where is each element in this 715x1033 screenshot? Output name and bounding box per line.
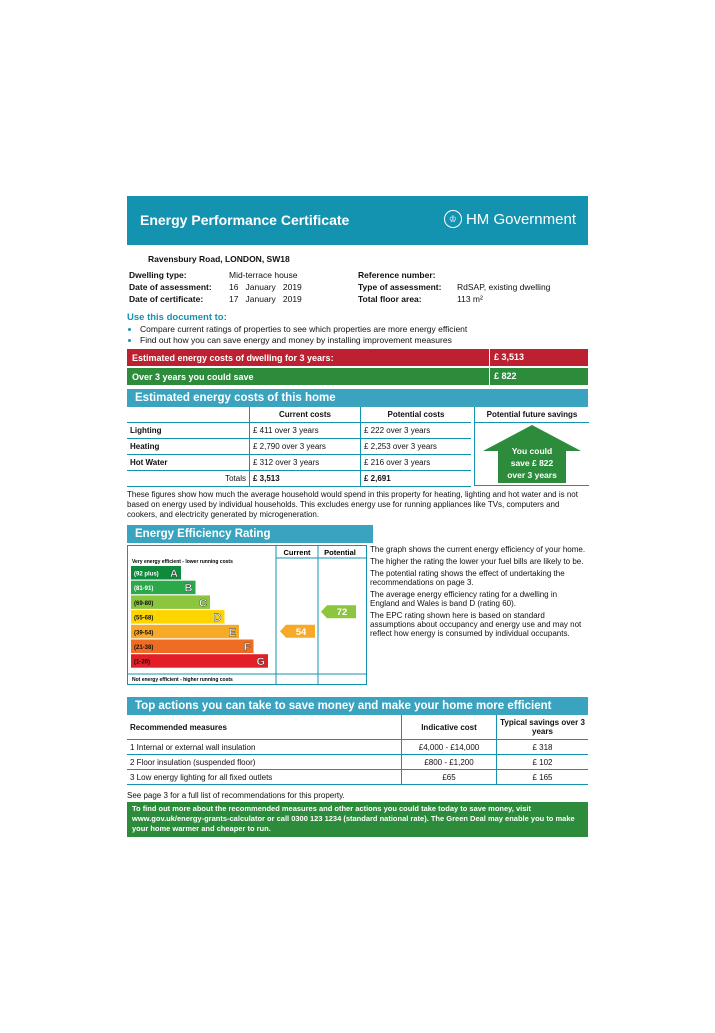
current-rating-value: 54 xyxy=(295,626,307,638)
use-item: • Find out how you can save energy and money by installing improvement measures xyxy=(140,335,588,346)
band-letter: C xyxy=(199,597,207,610)
rating-explanation xyxy=(370,545,588,641)
see-page-note: See page 3 for a full list of recommendations for this property. xyxy=(127,791,345,800)
rating-section-title: Energy Efficiency Rating xyxy=(135,528,271,540)
rating-text: The higher the rating the lower your fuel bills are likely to be. xyxy=(370,557,584,566)
band-letter: B xyxy=(184,582,193,595)
measure-name: 3 Low energy lighting for all fixed outlets xyxy=(127,770,402,785)
arrow-line-3: over 3 years xyxy=(507,470,557,480)
table-row xyxy=(127,455,471,471)
table-row xyxy=(127,740,588,755)
arrow-line-2: save £ 822 xyxy=(510,458,554,468)
band-range-label: (39-54) xyxy=(134,630,154,637)
page-title: Energy Performance Certificate xyxy=(140,212,350,228)
floor-area-label: Total floor area: xyxy=(358,294,422,304)
costs-area xyxy=(127,407,588,487)
band-range-label: (92 plus) xyxy=(134,571,159,578)
rating-chart xyxy=(127,545,367,685)
potential-rating-value: 72 xyxy=(336,607,348,619)
cost-potential: £ 2,253 over 3 years xyxy=(361,439,472,455)
totals-label: Totals xyxy=(127,471,250,487)
floor-area-value: 113 m² xyxy=(457,294,483,304)
future-savings-cell xyxy=(474,407,589,486)
rating-text: The graph shows the current energy efficiency of your home. xyxy=(370,545,586,554)
assessment-type-value: RdSAP, existing dwelling xyxy=(457,282,551,292)
dwelling-type-value: Mid-terrace house xyxy=(229,270,298,280)
header-banner xyxy=(127,196,588,245)
estimated-costs-label: Estimated energy costs of dwelling for 3 years: xyxy=(132,353,334,363)
savings-label: Over 3 years you could save xyxy=(132,372,254,382)
assessment-type-label: Type of assessment: xyxy=(358,282,442,292)
cost-current: £ 2,790 over 3 years xyxy=(250,439,361,455)
costs-table xyxy=(127,407,471,487)
band-g xyxy=(131,654,268,668)
hm-government-text: HM Government xyxy=(465,210,576,228)
rating-text: The EPC rating shown here is based on standard assumptions about occupancy and energy use and may not reflect how energy is consumed by individual occupants. xyxy=(370,611,582,638)
band-letter: E xyxy=(228,626,236,639)
band-range-label: (69-80) xyxy=(134,600,154,607)
col-current-rating: Current xyxy=(283,548,311,557)
estimated-costs-bar xyxy=(127,349,588,366)
col-potential-rating: Potential xyxy=(324,548,356,557)
arrow-line-1: You could xyxy=(511,446,553,456)
certificate-date-label: Date of certificate: xyxy=(129,294,204,304)
col-current-costs: Current costs xyxy=(250,407,361,423)
savings-bar xyxy=(127,368,588,385)
band-letter: G xyxy=(256,656,265,669)
measure-savings: £ 102 xyxy=(497,755,589,770)
top-caption: Very energy efficient - lower running costs xyxy=(132,559,233,565)
reference-label: Reference number: xyxy=(358,270,436,280)
use-item: • Compare current ratings of properties to see which properties are more energy efficient xyxy=(140,324,588,335)
bottom-caption: Not energy efficient - higher running costs xyxy=(132,677,233,683)
costs-section-title: Estimated energy costs of this home xyxy=(135,392,336,404)
actions-header-row xyxy=(127,715,588,740)
col-measures: Recommended measures xyxy=(127,715,402,740)
energy-rating-area xyxy=(127,545,588,685)
measure-savings: £ 318 xyxy=(497,740,589,755)
cost-name: Heating xyxy=(127,439,250,455)
epc-document xyxy=(127,196,588,837)
savings-arrow-icon xyxy=(475,423,589,485)
cost-name: Hot Water xyxy=(127,455,250,471)
savings-value: £ 822 xyxy=(489,368,517,385)
estimated-costs-value: £ 3,513 xyxy=(489,349,524,366)
rating-text: The average energy efficiency rating for a dwelling in England and Wales is band D (rating 60). xyxy=(370,590,558,608)
measure-savings: £ 165 xyxy=(497,770,589,785)
col-cost: Indicative cost xyxy=(402,715,497,740)
band-letter: F xyxy=(243,641,251,654)
dwelling-type-label: Dwelling type: xyxy=(129,270,187,280)
table-row xyxy=(127,755,588,770)
measure-cost: £4,000 - £14,000 xyxy=(402,740,497,755)
totals-row xyxy=(127,471,471,487)
use-list xyxy=(127,324,588,345)
property-details xyxy=(127,270,588,310)
band-range-label: (1-20) xyxy=(134,659,151,666)
band-letter: A xyxy=(170,568,178,580)
cost-potential: £ 222 over 3 years xyxy=(361,423,472,439)
hm-government-logo xyxy=(444,210,576,228)
crest-icon: ♔ xyxy=(444,210,462,228)
cost-name: Lighting xyxy=(127,423,250,439)
assessment-date-label: Date of assessment: xyxy=(129,282,212,292)
assessment-date-value: 16 January 2019 xyxy=(229,282,302,292)
total-current: £ 3,513 xyxy=(250,471,361,487)
band-range-label: (81-91) xyxy=(134,586,154,593)
measure-cost: £65 xyxy=(402,770,497,785)
costs-note: These figures show how much the average household would spend in this property for heating, lighting and hot water and is not based on energy used by individual households. This excludes energy use for running appliances like TVs, computers and cookers, and electricity generated by microgeneration. xyxy=(127,490,578,519)
costs-section-header xyxy=(127,389,588,407)
rating-text: The potential rating shows the effect of undertaking the recommendations on page 3. xyxy=(370,569,565,587)
measure-name: 2 Floor insulation (suspended floor) xyxy=(127,755,402,770)
cost-potential: £ 216 over 3 years xyxy=(361,455,472,471)
footer-banner: To find out more about the recommended measures and other actions you could take today to save money, visit www.gov.uk/energy-grants-calculator or call 0300 123 1234 (standard national rate). The Green Deal may enable you to make your home warmer and cheaper to run. xyxy=(127,802,588,837)
col-future-savings: Potential future savings xyxy=(475,407,589,423)
use-title: Use this document to: xyxy=(127,312,227,323)
actions-section-title: Top actions you can take to save money and make your home more efficient xyxy=(135,700,552,712)
cost-current: £ 411 over 3 years xyxy=(250,423,361,439)
rating-section-header xyxy=(127,525,373,543)
col-savings: Typical savings over 3 years xyxy=(497,715,589,740)
table-row xyxy=(127,439,471,455)
property-address: Ravensbury Road, LONDON, SW18 xyxy=(148,254,290,264)
band-range-label: (21-38) xyxy=(134,645,154,651)
band-letter: D xyxy=(213,612,222,625)
measure-name: 1 Internal or external wall insulation xyxy=(127,740,402,755)
costs-header-row xyxy=(127,407,471,423)
measure-cost: £800 - £1,200 xyxy=(402,755,497,770)
actions-section-header xyxy=(127,697,588,715)
table-row xyxy=(127,770,588,785)
band-range-label: (55-68) xyxy=(134,615,154,622)
certificate-date-value: 17 January 2019 xyxy=(229,294,302,304)
rating-chart-svg xyxy=(128,546,366,684)
actions-table xyxy=(127,715,588,785)
cost-current: £ 312 over 3 years xyxy=(250,455,361,471)
table-row xyxy=(127,423,471,439)
total-potential: £ 2,691 xyxy=(361,471,472,487)
col-potential-costs: Potential costs xyxy=(361,407,472,423)
